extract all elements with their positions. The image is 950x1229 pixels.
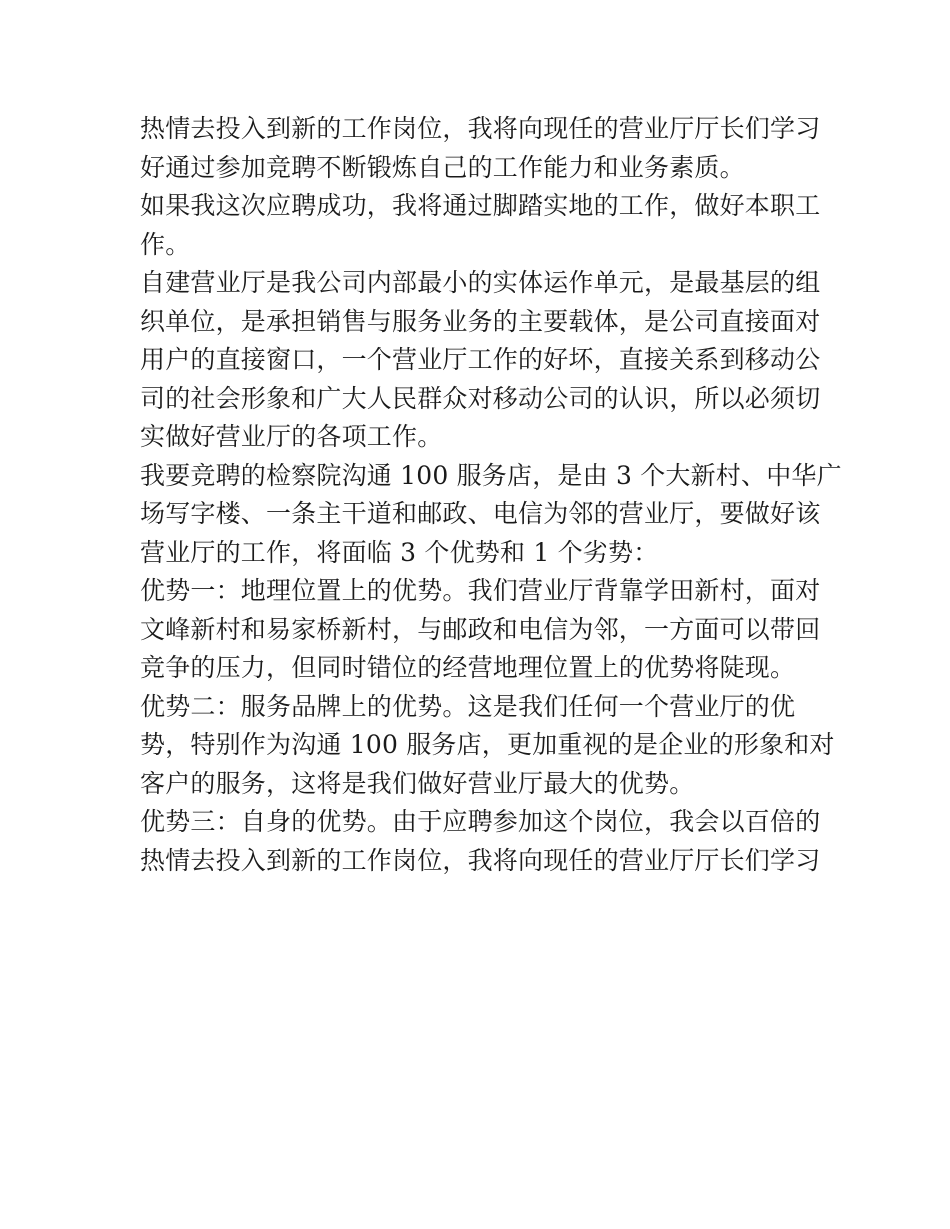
text-line: 文峰新村和易家桥新村，与邮政和电信为邻，一方面可以带回 bbox=[140, 614, 821, 644]
text-line: 司的社会形象和广大人民群众对移动公司的认识，所以必须切 bbox=[140, 383, 821, 413]
text-line: 织单位，是承担销售与服务业务的主要载体，是公司直接面对 bbox=[140, 306, 821, 336]
text-line: 优势一：地理位置上的优势。我们营业厅背靠学田新村，面对 bbox=[140, 576, 821, 605]
text-line: 实做好营业厅的各项工作。 bbox=[140, 422, 443, 451]
text-line: 用户的直接窗口，一个营业厅工作的好坏，直接关系到移动公 bbox=[140, 345, 821, 374]
text-line: 我要竞聘的检察院沟通 100 服务店，是由 3 个大新村、中华广 bbox=[140, 460, 842, 490]
text-line: 好通过参加竞聘不断锻炼自己的工作能力和业务素质。 bbox=[140, 152, 745, 182]
text-line: 优势二：服务品牌上的优势。这是我们任何一个营业厅的优 bbox=[140, 691, 796, 721]
text-line: 热情去投入到新的工作岗位，我将向现任的营业厅厅长们学习 bbox=[140, 114, 821, 143]
text-line: 作。 bbox=[140, 229, 191, 259]
text-line: 竞争的压力，但同时错位的经营地理位置上的优势将陡现。 bbox=[140, 653, 796, 682]
text-line: 热情去投入到新的工作岗位，我将向现任的营业厅厅长们学习 bbox=[140, 845, 821, 875]
text-line: 场写字楼、一条主干道和邮政、电信为邻的营业厅，要做好该 bbox=[140, 499, 821, 528]
text-line: 营业厅的工作，将面临 3 个优势和 1 个劣势： bbox=[140, 537, 659, 567]
text-line: 自建营业厅是我公司内部最小的实体运作单元，是最基层的组 bbox=[140, 268, 821, 297]
text-line: 客户的服务，这将是我们做好营业厅最大的优势。 bbox=[140, 768, 695, 798]
text-line: 势，特别作为沟通 100 服务店，更加重视的是企业的形象和对 bbox=[140, 730, 835, 759]
text-line: 优势三：自身的优势。由于应聘参加这个岗位，我会以百倍的 bbox=[140, 807, 821, 836]
text-line: 如果我这次应聘成功，我将通过脚踏实地的工作，做好本职工 bbox=[140, 191, 821, 220]
document-body bbox=[140, 110, 842, 880]
